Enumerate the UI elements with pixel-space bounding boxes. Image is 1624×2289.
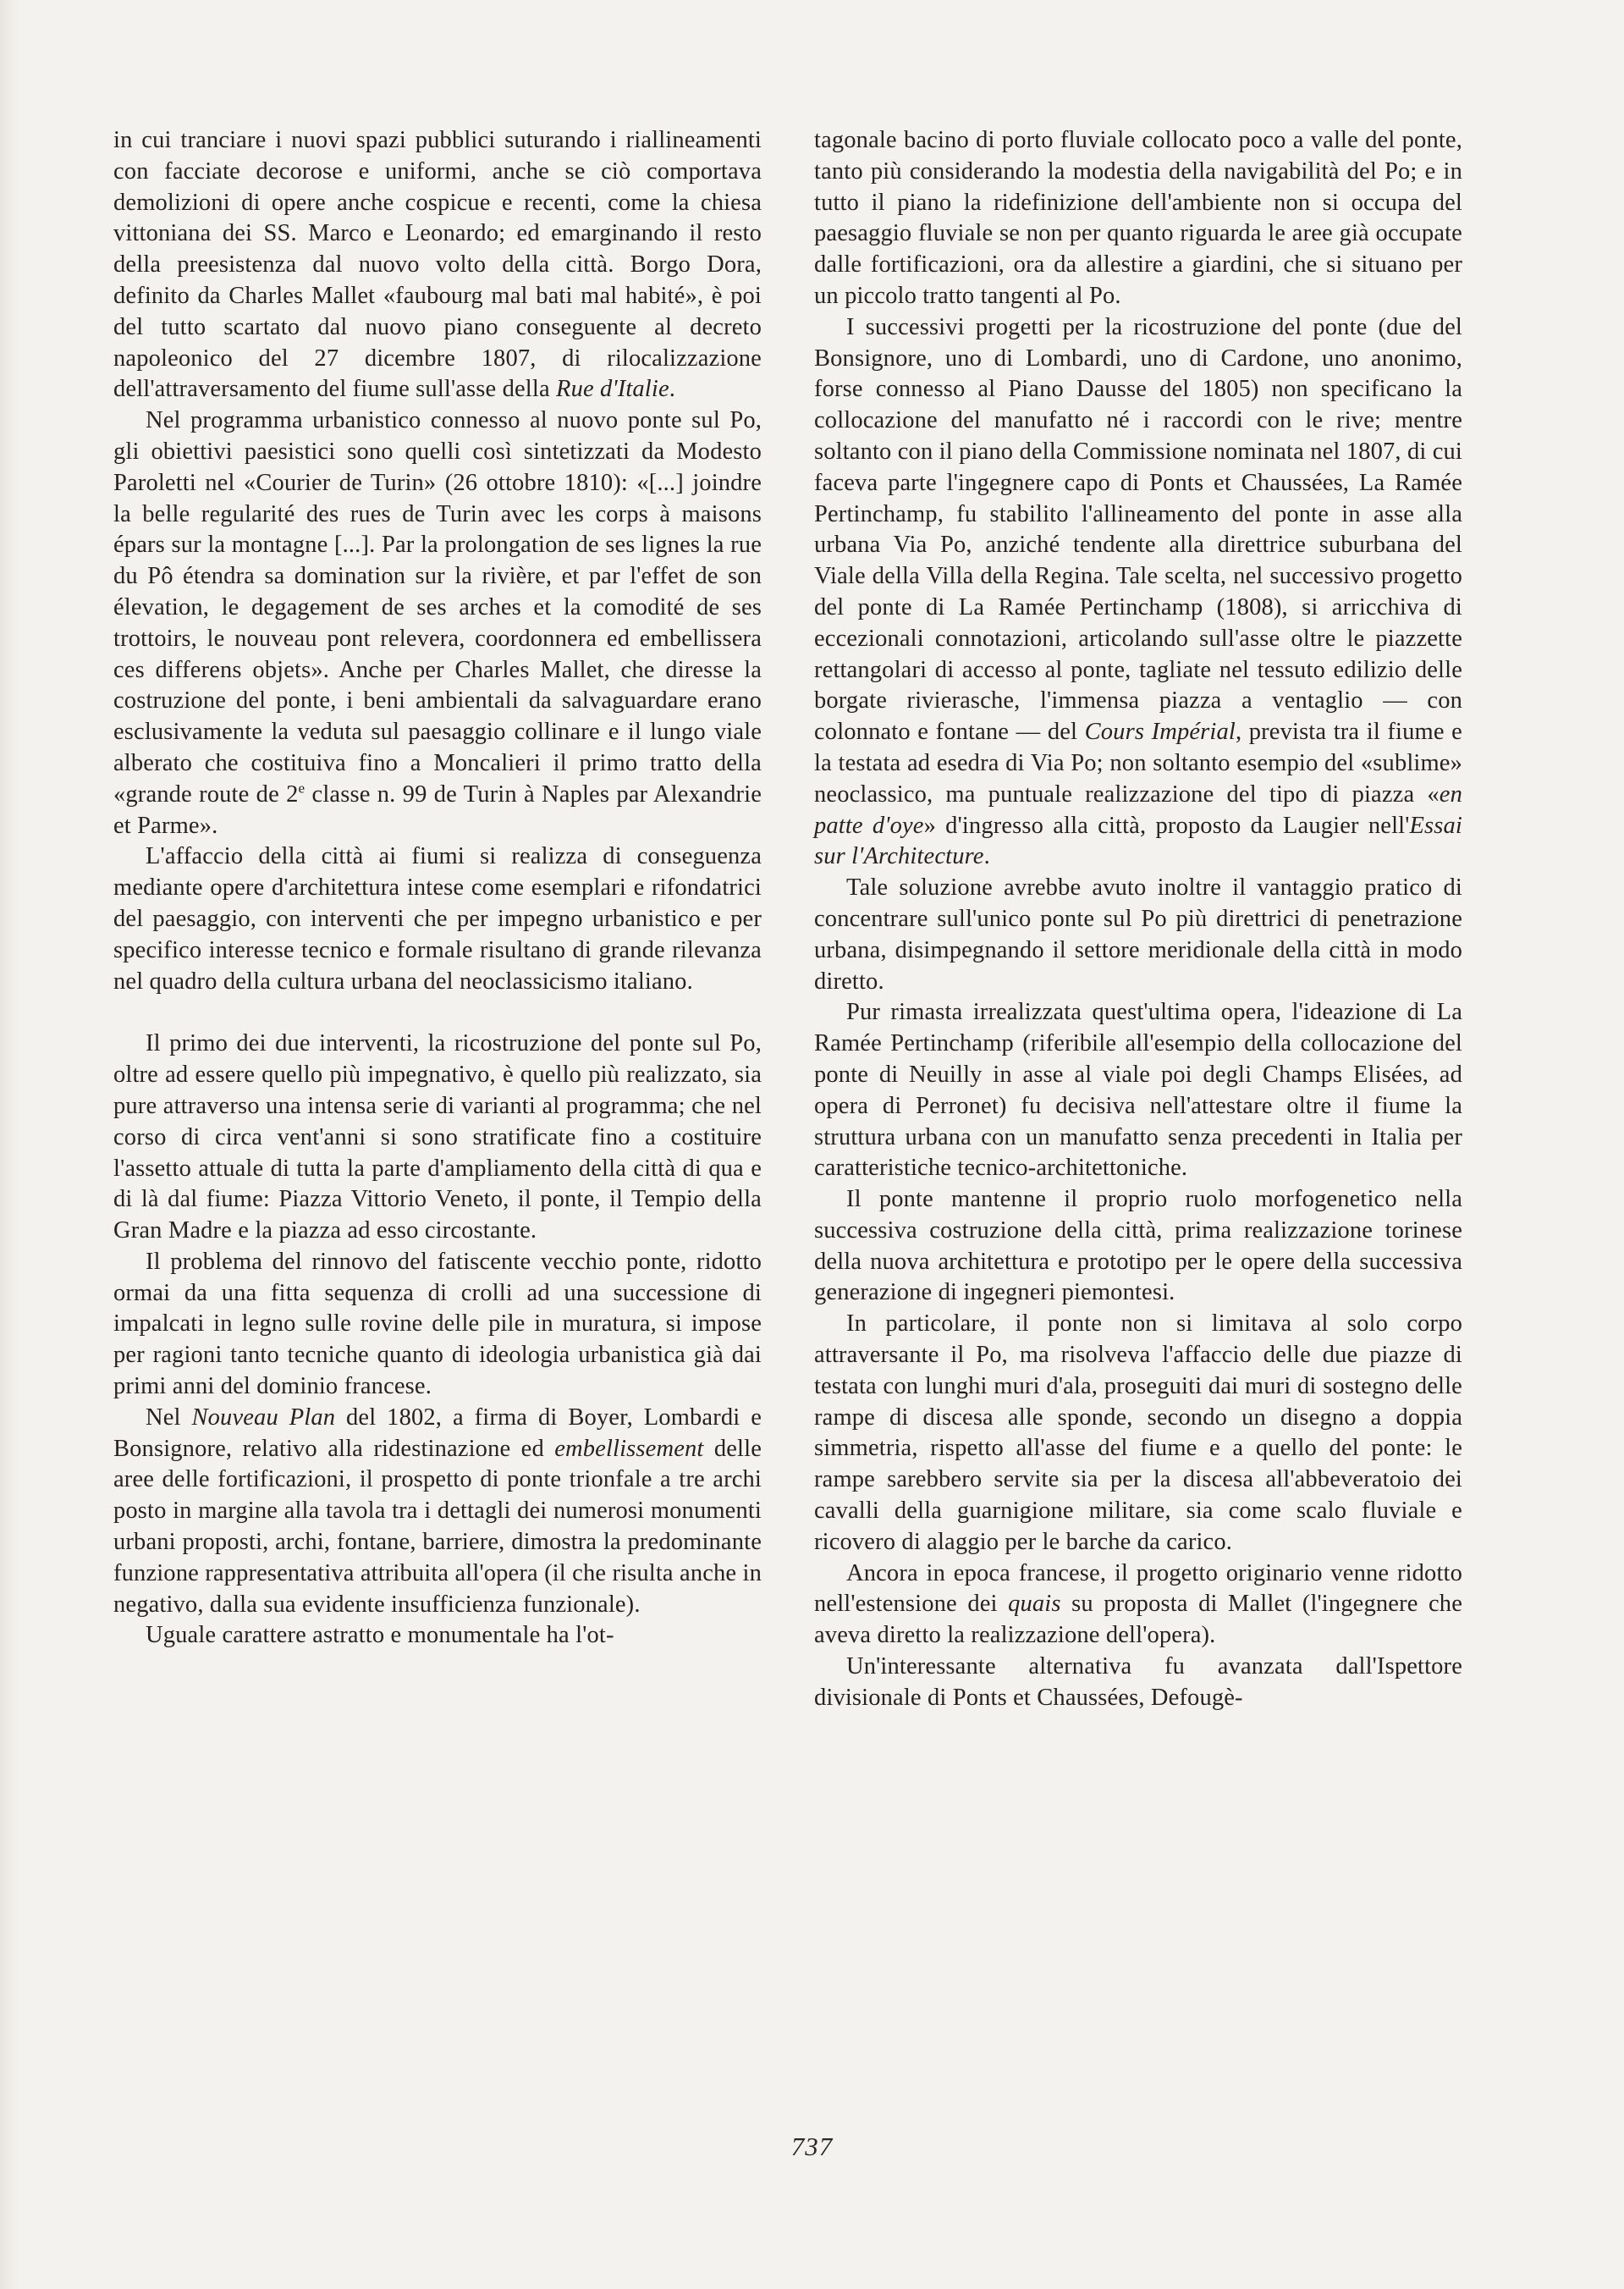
paragraph — [113, 841, 762, 997]
text-run: tagonale bacino di porto fluviale collocato poco a valle del ponte, tanto più considerando la modestia della navigabilità del Po; e in tutto il piano la ridefinizione dell'ambiente non si occupa del paesaggio fluviale se non per quanto riguarda le aree già occupate dalle fortificazioni, ora da allestire a giardini, che si situano per un piccolo tratto tangenti al Po. — [814, 127, 1462, 309]
paragraph — [113, 405, 762, 841]
italic-text: Cours Impérial — [1084, 719, 1236, 746]
text-run: Uguale carattere astratto e monumentale ha l'ot- — [146, 1622, 614, 1649]
text-run: In particolare, il ponte non si limitava al solo corpo attraversante il Po, ma risolveva l'affaccio delle due piazze di testata con lunghi muri d'ala, proseguiti dai muri di sostegno delle rampe di discesa alle sponde, secondo un disegno a doppia simmetria, rispetto all'asse del fiume e a quello del ponte: le rampe sarebbero servite sia per la discesa all'abbeveratoio dei cavalli della guarnigione militare, sia come scalo fluviale e ricovero di alaggio per le barche da carico. — [814, 1310, 1462, 1555]
superscript-text: e — [298, 780, 306, 797]
text-run: su proposta di Mallet (l'ingegnere che aveva diretto la realizzazione dell'opera). — [814, 1591, 1462, 1649]
paragraph — [814, 873, 1462, 997]
left-text-column — [113, 125, 762, 1652]
text-run: , prevista tra il fiume e la testata ad esedra di Via Po; non soltanto esempio del «sublime» neoclassico, ma puntuale realizzazione del tipo di piazza « — [814, 719, 1462, 808]
paragraph — [814, 1309, 1462, 1558]
paragraph — [814, 1558, 1462, 1652]
paragraph — [814, 1184, 1462, 1309]
text-run: Il problema del rinnovo del fatiscente vecchio ponte, ridotto ormai da una fitta sequenza di crolli ad una successione di impalcati in legno sulle rovine delle pile in muratura, si impose per ragioni tanto tecniche quanto di ideologia urbanistica già dai primi anni del dominio francese. — [113, 1248, 762, 1400]
text-run: Un'interessante alternativa fu avanzata dall'Ispettore divisionale di Ponts et Chaussées, Defougè- — [814, 1653, 1462, 1711]
text-run: . — [983, 843, 990, 870]
italic-text: Nouveau Plan — [191, 1404, 336, 1431]
text-run: classe n. 99 de Turin à Naples par Alexandrie et Parme». — [113, 780, 762, 839]
text-run: Il primo dei due interventi, la ricostruzione del ponte sul Po, oltre ad essere quello più impegnativo, è quello più realizzato, sia pure attraverso una intensa serie di varianti al programma; che nel corso di circa vent'anni si sono stratificate fino a costituire l'assetto attuale di tutta la parte d'ampliamento della città di qua e di là dal fiume: Piazza Vittorio Veneto, il ponte, il Tempio della Gran Madre e la piazza ad esso circostante. — [113, 1030, 762, 1244]
text-run: . — [669, 376, 676, 403]
paragraph — [814, 1652, 1462, 1714]
text-run: in cui tranciare i nuovi spazi pubblici suturando i riallineamenti con facciate decorose e uniformi, anche se ciò comportava demolizioni di opere anche cospicue e recenti, come la chiesa vittoniana dei SS. Marco e Leonardo; ed emarginando il resto della preesistenza dal nuovo volto della città. Borgo Dora, definito da Charles Mallet «faubourg mal bati mal habité», è poi del tutto scartato dal nuovo piano conseguente al decreto napoleonico del 27 dicembre 1807, di rilocalizzazione dell'attraversamento del fiume sull'asse della — [113, 127, 762, 403]
text-run: Il ponte mantenne il proprio ruolo morfogenetico nella successiva costruzione della città, prima realizzazione torinese della nuova architettura e prototipo per le opere della successiva generazione di ingegneri piemontesi. — [814, 1186, 1462, 1306]
paragraph — [814, 125, 1462, 312]
page-number: 737 — [790, 2132, 834, 2161]
paragraph — [113, 1403, 762, 1621]
right-text-column — [814, 125, 1462, 1714]
text-run: del 1802, a firma di Boyer, Lombardi e Bonsignore, relativo alla ridestinazione ed — [113, 1404, 762, 1462]
italic-text: en patte d'oye — [814, 780, 1462, 839]
paragraph — [113, 1247, 762, 1403]
text-run: delle aree delle fortificazioni, il prospetto di ponte trionfale a tre archi posto in margine alla tavola tra i dettagli dei numerosi monumenti urbani proposti, archi, fontane, barriere, dimostra la predominante funzione rappresentativa attribuita all'opera (il che risulta anche in negativo, dalla sua evidente insufficienza funzionale). — [113, 1435, 762, 1618]
text-run: Ancora in epoca francese, il progetto originario venne ridotto nell'estensione dei — [814, 1559, 1462, 1618]
paragraph — [113, 1029, 762, 1247]
text-run: Nel — [146, 1404, 192, 1431]
text-run: L'affaccio della città ai fiumi si realizza di conseguenza mediante opere d'architettura intese come esemplari e rifondatrici del paesaggio, con interventi che per impegno urbanistico e per specifico interesse tecnico e formale risultano di grande rilevanza nel quadro della cultura urbana del neoclassicismo italiano. — [113, 843, 762, 995]
page-binding-shadow — [0, 0, 19, 2289]
paragraph — [113, 125, 762, 405]
paragraph — [814, 997, 1462, 1184]
italic-text: Essai sur l'Architecture — [814, 812, 1462, 870]
paragraph — [113, 1620, 762, 1652]
italic-text: Rue d'Italie — [556, 376, 669, 403]
text-run: » d'ingresso alla città, proposto da Laugier nell' — [923, 812, 1410, 839]
text-run: Nel programma urbanistico connesso al nuovo ponte sul Po, gli obiettivi paesistici sono quelli così sintetizzati da Modesto Paroletti nel «Courier de Turin» (26 ottobre 1810): «[...] joindre la belle regularité des rues de Turin avec les corps à maisons épars sur la montagne [...]. Par la prolongation de ses lignes la rue du Pô étendra sa domination sur la rivière, et par l'effet de son élevation, le degagement de ses arches et la comodité de ses trottoirs, le nouveau pont relevera, coordonnera ed embellissera ces differens objets». Anche per Charles Mallet, che diresse la costruzione del ponte, i beni ambientali da salvaguardare erano esclusivamente la veduta sul paesaggio collinare e il lungo viale alberato che costituiva fino a Moncalieri il primo tratto della «grande route de 2 — [113, 407, 762, 808]
text-run: I successivi progetti per la ricostruzione del ponte (due del Bonsignore, uno di Lombardi, uno di Cardone, uno anonimo, forse connesso al Piano Dausse del 1805) non specificano la collocazione del manufatto né i raccordi con le rive; mentre soltanto con il piano della Commissione nominata nel 1807, di cui faceva parte l'ingegnere capo di Ponts et Chaussées, La Ramée Pertinchamp, fu stabilito l'allineamento del ponte in asse alla urbana Via Po, anziché tendente alla direttrice suburbana del Viale della Villa della Regina. Tale scelta, nel successivo progetto del ponte di La Ramée Pertinchamp (1808), si arricchiva di eccezionali connotazioni, articolando sull'asse oltre le piazzette rettangolari di accesso al ponte, tagliate nel tessuto edilizio delle borgate rivierasche, l'immensa piazza a ventaglio — con colonnato e fontane — del — [814, 313, 1462, 746]
text-run: Pur rimasta irrealizzata quest'ultima opera, l'ideazione di La Ramée Pertinchamp (riferibile all'esempio della collocazione del ponte di Neuilly in asse al viale poi degli Champs Elisées, ad opera di Perronet) fu decisiva nell'attestare oltre il fiume la struttura urbana con un manufatto senza precedenti in Italia per caratteristiche tecnico-architettoniche. — [814, 999, 1462, 1182]
italic-text: embellissement — [554, 1435, 704, 1462]
text-run: Tale soluzione avrebbe avuto inoltre il vantaggio pratico di concentrare sull'unico ponte sul Po più direttrici di penetrazione urbana, disimpegnando il settore meridionale della città in modo diretto. — [814, 874, 1462, 995]
italic-text: quais — [1008, 1591, 1061, 1618]
paragraph — [814, 312, 1462, 873]
